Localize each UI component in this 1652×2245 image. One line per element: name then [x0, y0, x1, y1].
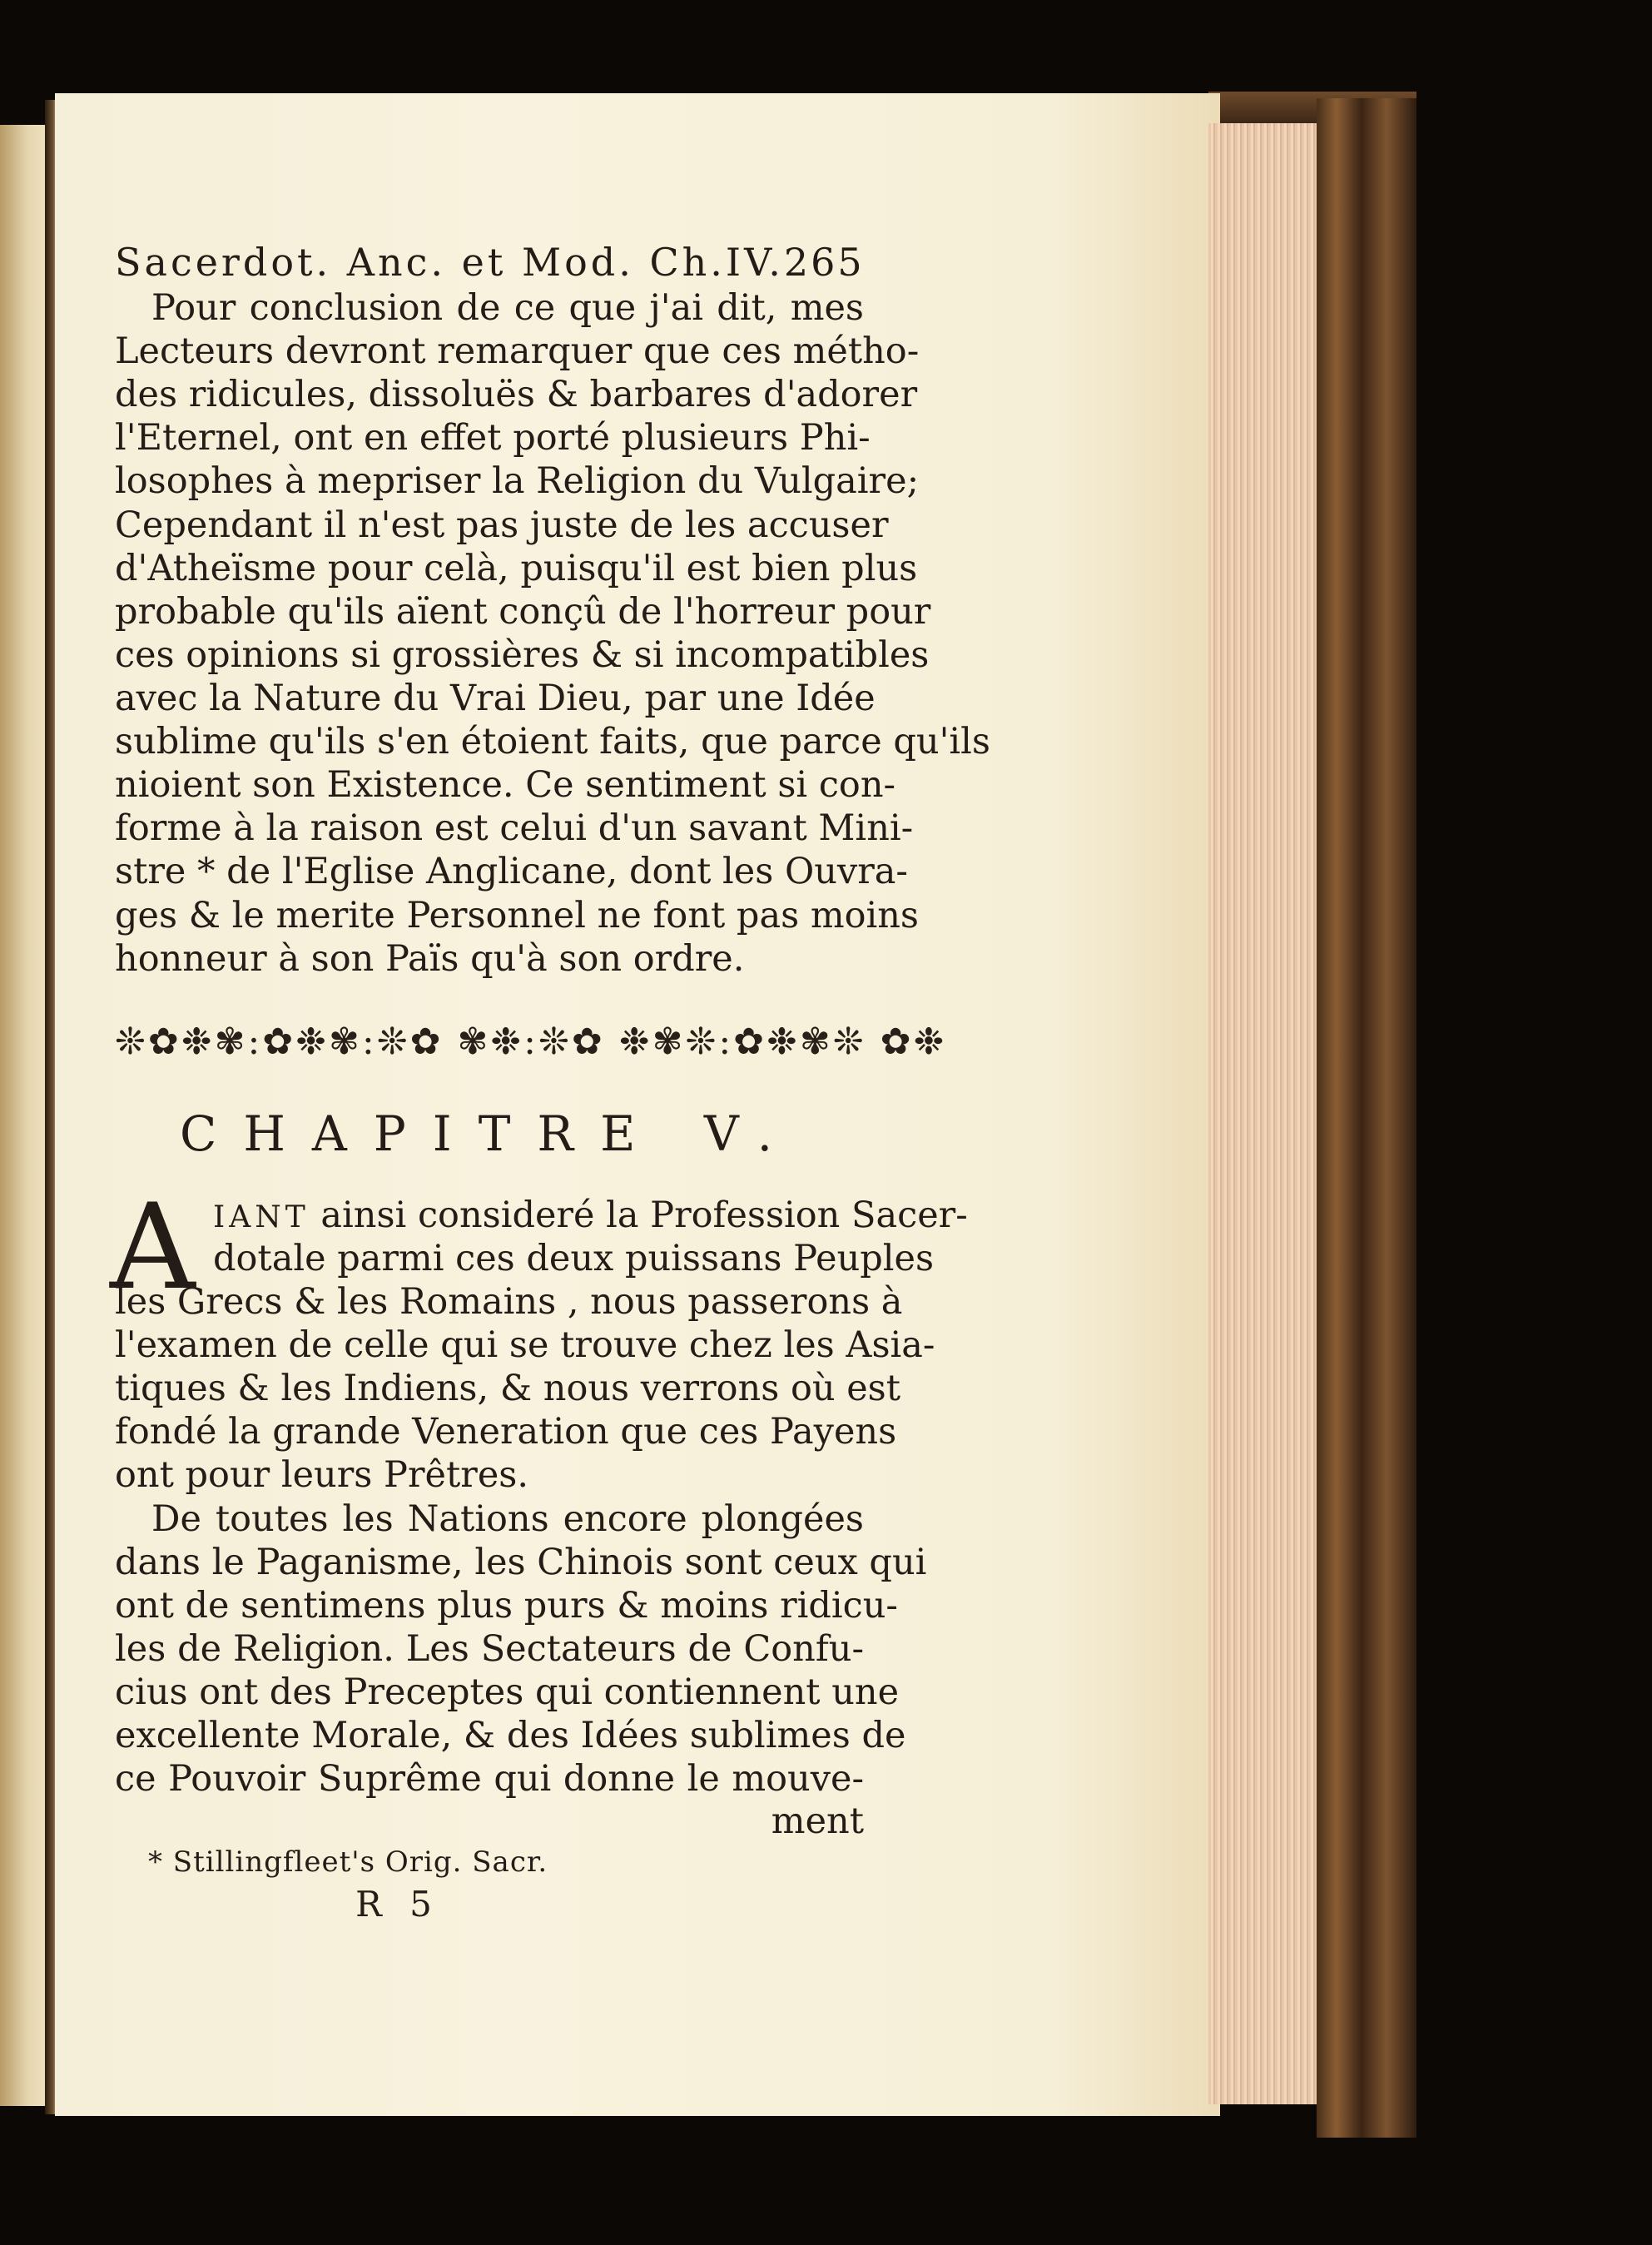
text-line: ont pour leurs Prêtres. [115, 1454, 528, 1497]
footnote: * Stillingfleet's Orig. Sacr. [148, 1845, 548, 1879]
catchword: ment [771, 1800, 864, 1843]
text-line: fondé la grande Veneration que ces Payens [115, 1411, 897, 1453]
book-cover [1317, 98, 1416, 2138]
text-line: forme à la raison est celui d'un savant Mini- [115, 807, 914, 850]
text-line: Pour conclusion de ce que j'ai dit, mes [151, 287, 864, 329]
text-line: nioient son Existence. Ce sentiment si con- [115, 764, 896, 807]
paragraph-nations [115, 1497, 927, 1801]
page-text [110, 240, 990, 1925]
text-line: honneur à son Païs qu'à son ordre. [115, 937, 745, 980]
drop-cap: A [110, 1178, 196, 1316]
running-head [115, 240, 864, 285]
fleuron-ornament: ❊✿❉✾:✿❉✾:❊✿ ✾❉:❊✿ ❉✾❊:✿❉✾❊ ✿❉ [115, 1020, 947, 1063]
page-number: 265 [783, 240, 865, 285]
facing-page-edge [0, 125, 52, 2106]
chapter-title: CHAPITRE V. [179, 1105, 800, 1162]
text-line: cius ont des Preceptes qui contiennent une [115, 1671, 900, 1713]
text-line: l'examen de celle qui se trouve chez les Asia- [115, 1324, 935, 1367]
text-line: les de Religion. Les Sectateurs de Confu- [115, 1627, 864, 1670]
text-line: losophes à mepriser la Religion du Vulgaire; [115, 460, 920, 503]
text-line: ont de sentimens plus purs & moins ridicu- [115, 1584, 898, 1627]
text-line: tiques & les Indiens, & nous verrons où est [115, 1368, 900, 1410]
text-line: Lecteurs devront remarquer que ces métho- [115, 330, 920, 373]
text-line: ges & le merite Personnel ne font pas moins [115, 894, 919, 936]
text-line: sublime qu'ils s'en étoient faits, que parce qu'ils [115, 721, 990, 763]
text-line: les Grecs & les Romains , nous passerons à [115, 1280, 903, 1323]
text-line: avec la Nature du Vrai Dieu, par une Idée [115, 677, 876, 719]
text-line: De toutes les Nations encore plongées [151, 1497, 864, 1540]
running-head-title: Sacerdot. Anc. et Mod. Ch.IV. [115, 240, 784, 285]
text-line: d'Atheïsme pour celà, puisqu'il est bien plus [115, 547, 918, 589]
text-line: probable qu'ils aïent conçû de l'horreur pour [115, 590, 931, 633]
text-line: dotale parmi ces deux puissans Peuples [213, 1237, 935, 1279]
text-line: excellente Morale, & des Idées sublimes de [115, 1715, 906, 1757]
paragraph-conclusion [115, 286, 990, 981]
text-line: Cependant il n'est pas juste de les accuser [115, 504, 889, 546]
text-line: stre * de l'Eglise Anglicane, dont les Ouvra- [115, 851, 908, 893]
text-line-rest: ainsi consideré la Profession Sacer- [320, 1194, 968, 1236]
signature-mark: R 5 [355, 1883, 440, 1925]
text-line [115, 1194, 968, 1237]
text-line: des ridicules, dissoluës & barbares d'adorer [115, 374, 918, 416]
text-line: l'Eternel, ont en effet porté plusieurs Phi- [115, 417, 871, 459]
text-line: dans le Paganisme, les Chinois sont ceux qui [115, 1541, 927, 1583]
page-edges [1208, 123, 1317, 2104]
paragraph-chapter-opening [110, 1178, 968, 1497]
text-line: ce Pouvoir Suprême qui donne le mouve- [115, 1758, 864, 1800]
text-line: ces opinions si grossières & si incompatibles [115, 633, 930, 676]
small-caps-word: IANT [213, 1199, 310, 1234]
